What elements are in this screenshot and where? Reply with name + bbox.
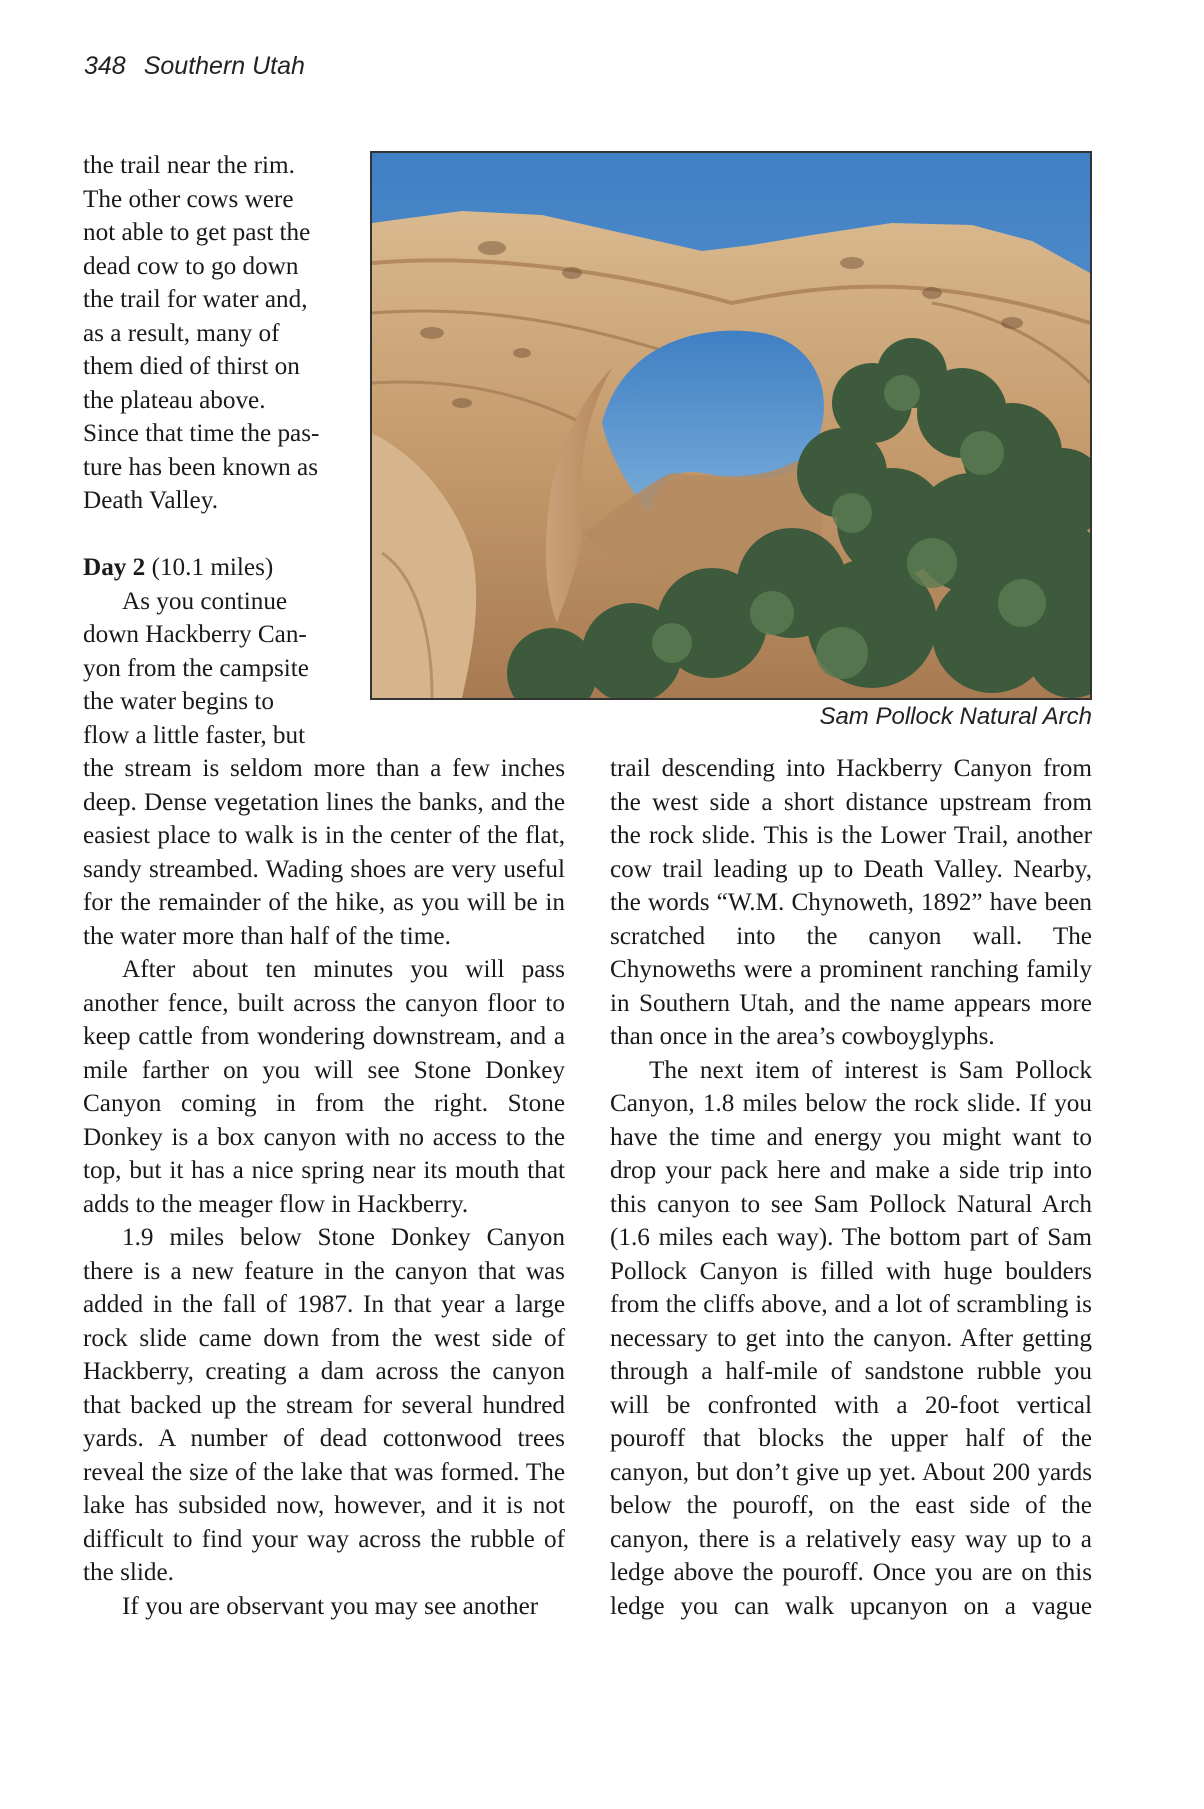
paragraph: If you are observant you may see another: [122, 1592, 539, 1620]
text-line: the water begins to: [83, 688, 274, 715]
day-heading: Day 2: [83, 554, 146, 581]
text-line: as a result, many of: [83, 319, 280, 347]
text-line: flow a little faster, but: [83, 721, 306, 749]
text-line: the trail for water and,: [83, 286, 308, 313]
paragraph: After about ten minutes you will pass another fence, built across the canyon floor to keep cattle from wondering downstream, and a mile farther on you will see Stone Donkey Canyon coming in from the right. Stone Donkey is a box canyon with no access to the top, but it has a nice spring near its mouth that adds to the meager flow in Hackberry.: [83, 956, 565, 1218]
paragraph: The next item of interest is Sam Pollock Canyon, 1.8 miles below the rock slide. If you have the time and energy you might want to drop your pack here and make a side trip into this canyon to see Sam Pollock Natural Arch (1.6 miles each way). The bottom part of Sam Pollock Canyon is filled with huge boulders from the cliffs above, and a lot of scrambling is necessary to get into the canyon. After getting through a half-mile of sandstone rubble you will be confronted with a 20-foot vertical pouroff that blocks the upper half of the canyon, but don’t give up yet. About 200 yards below the pouroff, on the east side of the canyon, there is a relatively easy way up to a ledge above the pouroff. Once you are on this ledge you can walk upcanyon on a vague: [610, 1056, 1092, 1620]
paragraph-gap: [83, 518, 323, 552]
text-line: down Hackberry Can-: [83, 621, 307, 648]
day-2-heading-line: [83, 551, 323, 585]
text-line: the trail near the rim.: [83, 152, 295, 179]
text-line: ture has been known as: [83, 453, 319, 481]
text-line: Death Valley.: [83, 487, 218, 514]
day-distance: (10.1 miles): [151, 554, 274, 581]
page-number: 348: [84, 52, 126, 80]
paragraph: 1.9 miles below Stone Donkey Canyon there is a new feature in the canyon that was added in the fall of 1987. In that year a large rock slide came down from the west side of Hackberry, creating a dam across the canyon that backed up the stream for several hundred yards. A number of dead cottonwood trees reveal the size of the lake that was formed. The lake has subsided now, however, and it is not difficult to find your way across the rubble of the slide.: [83, 1224, 565, 1586]
running-head: [84, 52, 305, 81]
left-column: [83, 752, 565, 1623]
sam-pollock-arch-photo: [370, 151, 1092, 700]
text-line: not able to get past the: [83, 219, 311, 246]
text-line: the plateau above.: [83, 386, 266, 414]
right-column: [610, 752, 1092, 1623]
paragraph: trail descending into Hackberry Canyon from the west side a short distance upstream from the rock slide. This is the Lower Trail, another cow trail leading up to Death Valley. Nearby, the words “W.M. Chynoweth, 1892” have been scratched into the canyon wall. The Chynoweths were a prominent ranching family in Southern Utah, and the name appears more than once in the area’s cowboyglyphs.: [610, 755, 1092, 1050]
paragraph: the stream is seldom more than a few inches deep. Dense vegetation lines the banks, and the easiest place to walk is in the center of the flat, sandy streambed. Wading shoes are very useful for the remainder of the hike, as you will be in the water more than half of the time.: [83, 755, 565, 950]
book-section-title: Southern Utah: [143, 52, 305, 80]
text-line: As you continue: [122, 587, 288, 615]
text-line: The other cows were: [83, 185, 294, 213]
photo-caption: Sam Pollock Natural Arch: [819, 703, 1092, 730]
text-line: Since that time the pas-: [83, 420, 320, 447]
text-line: yon from the campsite: [83, 654, 309, 682]
text-line: dead cow to go down: [83, 252, 299, 280]
wrap-text-beside-photo: [83, 149, 323, 752]
text-line: them died of thirst on: [83, 353, 300, 380]
